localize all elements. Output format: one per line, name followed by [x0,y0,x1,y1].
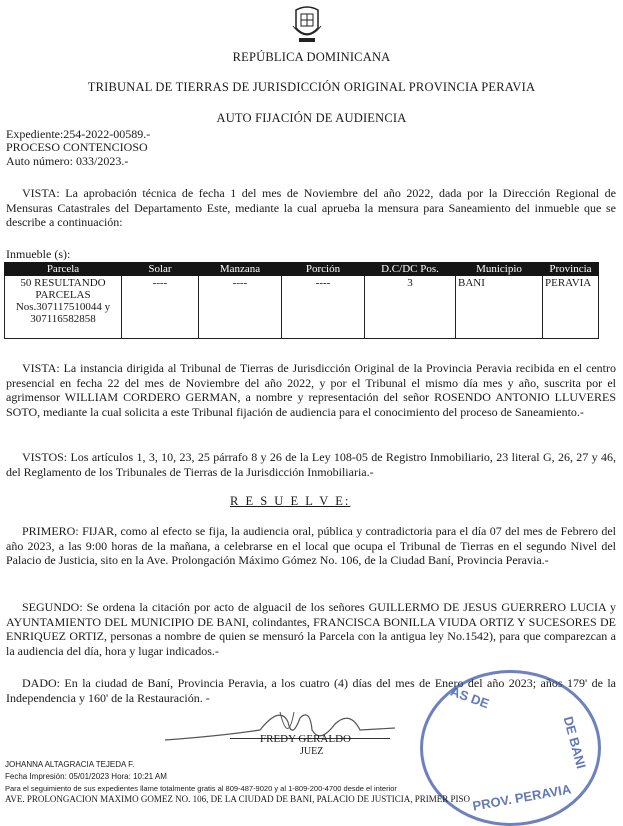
judge-title: JUEZ [300,746,324,757]
seal-text-top: AS DE [448,683,492,712]
col-header-manzana: Manzana [199,263,282,276]
col-header-dc: D.C/DC Pos. [365,263,456,276]
col-header-porcion: Porción [282,263,365,276]
document-type: AUTO FIJACIÓN DE AUDIENCIA [216,111,407,125]
vista-paragraph-1: VISTA: La aprobación técnica de fecha 1 del mes de Noviembre del año 2022, dada por la Dirección Regional de Mensuras Catastrales del Departamento Este, mediante la cual aprueba la mensura para Saneamiento del inmueble que se describe a continuación: [6,186,616,229]
inmueble-label: Inmueble (s): [6,247,71,261]
process-type: PROCESO CONTENCIOSO [6,140,148,154]
cell-porcion: ---- [282,276,365,339]
seal-text-right: DE BANI [560,714,589,771]
judge-name: FREDY GERALDO [260,733,351,745]
table-row [5,276,599,339]
col-header-municipio: Municipio [456,263,543,276]
vistos-paragraph: VISTOS: Los artículos 1, 3, 10, 23, 25 párrafo 8 y 26 de la Ley 108-05 de Registro Inmobiliario, 23 literal G, 26, 27 y 46, del Reglamento de los Tribunales de Tierras de la Jurisdicción Inmobiliaria.- [6,450,616,479]
cell-parcela: 50 RESULTANDO PARCELAS Nos.307117510044 y 307116582858 [5,276,122,339]
tribunal-name: TRIBUNAL DE TIERRAS DE JURISDICCIÓN ORIGINAL PROVINCIA PERAVIA [87,80,536,94]
expediente-number: Expediente:254-2022-00589.- [6,127,151,141]
cell-manzana: ---- [199,276,282,339]
cell-provincia: PERAVIA [543,276,599,339]
secretary-name: JOHANNA ALTAGRACIA TEJEDA F. [5,760,135,769]
court-address: AVE. PROLONGACION MAXIMO GOMEZ NO. 106, DE LA CIUDAD DE BANI, PALACIO DE JUSTICIA, PRIMER PISO [5,794,471,804]
inmueble-table [4,262,599,339]
phone-note: Para el seguimiento de sus expedientes llame totalmente gratis al 809-487-9020 y al 1-809-200-4700 desde el interior [5,784,397,793]
segundo-paragraph: SEGUNDO: Se ordena la citación por acto de alguacil de los señores GUILLERMO DE JESUS GUERRERO LUCIA y AYUNTAMIENTO DEL MUNICIPIO DE BANI, colindantes, FRANCISCA BONILLA VIUDA ORTIZ Y SUCESORES DE ENRIQUEZ ORTIZ, personas a nombre de quien se mensuró la Parcela con la antigua ley No.1542), para que comparezcan a la audiencia del día, hora y lugar indicados.- [6,600,616,658]
dado-paragraph: DADO: En la ciudad de Baní, Provincia Peravia, a los cuatro (4) días del mes de Enero del año 2023; años 179' de la Independencia y 160' de la Restauración. - [6,676,616,705]
cell-solar: ---- [122,276,199,339]
table-header-row [5,263,599,276]
coat-of-arms-icon [290,4,324,44]
cell-municipio: BANI [456,276,543,339]
vista-paragraph-2: VISTA: La instancia dirigida al Tribunal de Tierras de Jurisdicción Original de la Provincia Peravia recibida en el centro presencial en fecha 22 del mes de Noviembre del año 2022, y por el Tribunal el mismo día mes y año, suscrita por el agrimensor WILLIAM CORDERO GERMAN, a nombre y representación del señor ROSENDO ANTONIO LLUVERES SOTO, mediante la cual solicita a este Tribunal fijación de audiencia para el conocimiento del proceso de Saneamiento.- [6,361,616,419]
auto-number: Auto número: 033/2023.- [6,154,129,168]
seal-text-bottom: PROV. PERAVIA [471,781,573,814]
col-header-parcela: Parcela [5,263,122,276]
col-header-solar: Solar [122,263,199,276]
col-header-provincia: Provincia [543,263,599,276]
cell-dc: 3 [365,276,456,339]
primero-paragraph: PRIMERO: FIJAR, como al efecto se fija, la audiencia oral, pública y contradictoria para el día 07 del mes de Febrero del año 2023, a las 9:00 horas de la mañana, a celebrarse en el local que ocupa el Tribunal de Tierras en el segundo Nivel del Palacio de Justicia, sito en la Ave. Prolongación Máximo Gómez No. 106, de la Ciudad Baní, Provincia Peravia.- [6,524,616,567]
resuelve-heading: R E S U E L V E: [230,494,351,508]
country-name: REPÚBLICA DOMINICANA [232,50,391,64]
print-date: Fecha Impresión: 05/01/2023 Hora: 10:21 AM [5,772,167,781]
